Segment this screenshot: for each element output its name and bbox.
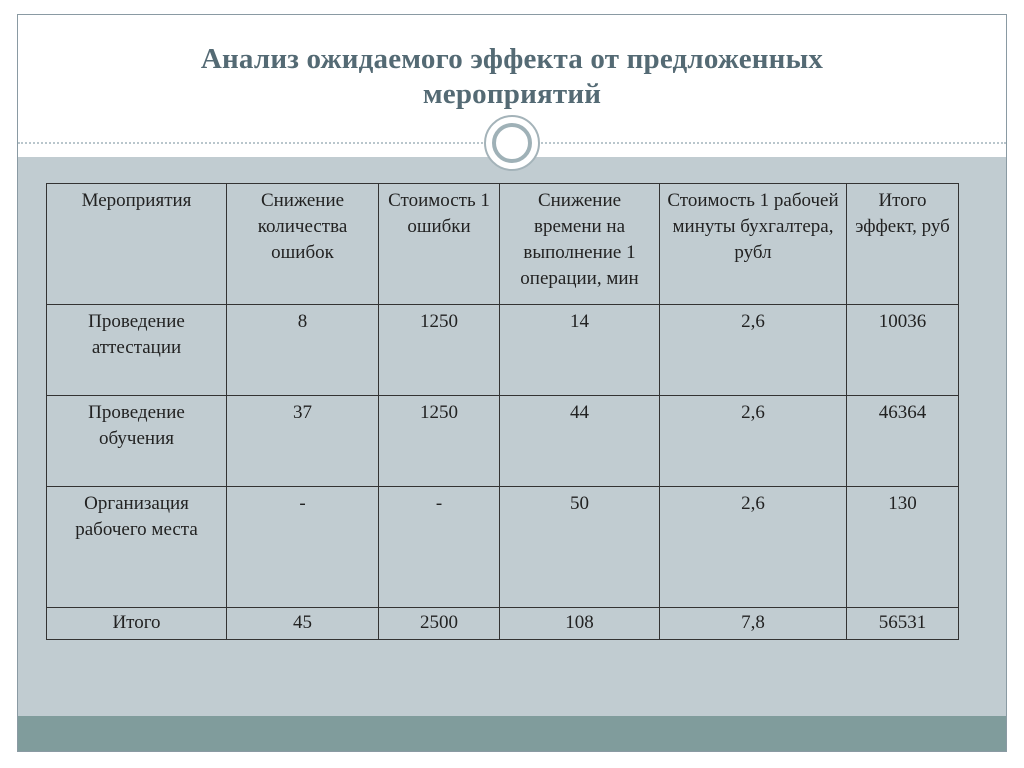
header-cell: Снижение количества ошибок: [227, 184, 379, 305]
slide: [17, 14, 1007, 752]
table-cell: Организация рабочего места: [47, 487, 227, 608]
table-cell: -: [379, 487, 500, 608]
header-cell: Снижение времени на выполнение 1 операции, мин: [500, 184, 660, 305]
header-cell: Стоимость 1 ошибки: [379, 184, 500, 305]
table-cell: 44: [500, 396, 660, 487]
table-cell: 8: [227, 305, 379, 396]
table-cell: 1250: [379, 396, 500, 487]
header-cell: Стоимость 1 рабочей минуты бухгалтера, рубл: [660, 184, 847, 305]
table-row: [47, 396, 959, 487]
table-cell: 1250: [379, 305, 500, 396]
table-cell: Проведение аттестации: [47, 305, 227, 396]
slide-title-line-2: мероприятий: [422, 78, 602, 110]
total-cell: 45: [227, 608, 379, 640]
slide-title: [18, 42, 1006, 112]
table-cell: 130: [847, 487, 959, 608]
effect-table: [46, 183, 959, 640]
header-cell: Итого эффект, руб: [847, 184, 959, 305]
total-cell: 108: [500, 608, 660, 640]
table-cell: 14: [500, 305, 660, 396]
slide-title-line-1: Анализ ожидаемого эффекта от предложенных: [200, 43, 824, 75]
table-row: [47, 305, 959, 396]
total-cell: 2500: [379, 608, 500, 640]
table-total-row: [47, 608, 959, 640]
header-cell: Мероприятия: [47, 184, 227, 305]
table-cell: 2,6: [660, 396, 847, 487]
table-cell: 50: [500, 487, 660, 608]
table-cell: 37: [227, 396, 379, 487]
total-cell: Итого: [47, 608, 227, 640]
total-cell: 56531: [847, 608, 959, 640]
table-header-row: [47, 184, 959, 305]
table-row: [47, 487, 959, 608]
table-cell: -: [227, 487, 379, 608]
table-cell: 10036: [847, 305, 959, 396]
table-cell: 46364: [847, 396, 959, 487]
table-cell: 2,6: [660, 487, 847, 608]
table-cell: Проведение обучения: [47, 396, 227, 487]
ornament-inner-ring: [492, 123, 532, 163]
total-cell: 7,8: [660, 608, 847, 640]
table-cell: 2,6: [660, 305, 847, 396]
bottom-band: [18, 716, 1006, 752]
ornament-circle-icon: [484, 115, 540, 171]
